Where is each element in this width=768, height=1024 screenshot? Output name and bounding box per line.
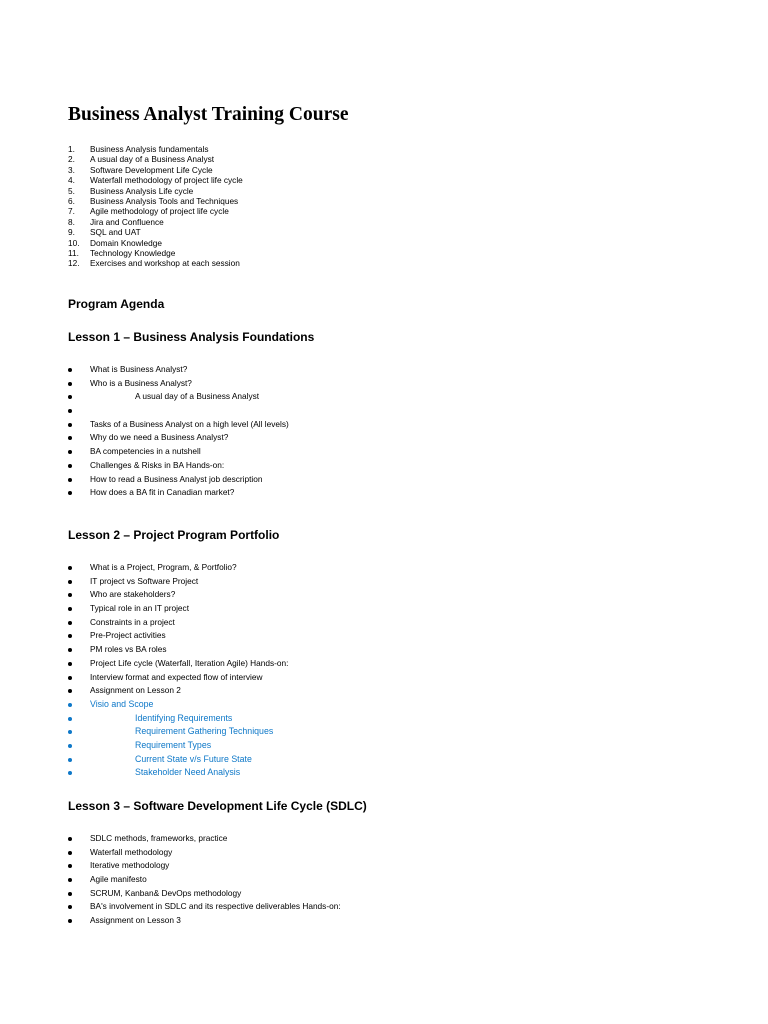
- item-text: Business Analysis fundamentals: [90, 144, 209, 154]
- bullet-icon: [68, 395, 72, 399]
- item-text: Jira and Confluence: [90, 216, 164, 227]
- item-text: PM roles vs BA roles: [90, 644, 167, 655]
- bullet-icon: [68, 892, 72, 896]
- item-number: 4.: [68, 175, 75, 186]
- item-text: Stakeholder Need Analysis: [135, 767, 241, 778]
- bullet-icon: [68, 662, 72, 666]
- item-text: Requirement Types: [135, 739, 212, 750]
- item-text: Assignment on Lesson 3: [90, 915, 181, 926]
- item-text: SCRUM, Kanban& DevOps methodology: [90, 887, 242, 898]
- item-number: 8.: [68, 216, 75, 227]
- item-text: What is a Project, Program, & Portfolio?: [90, 562, 237, 572]
- item-number: 3.: [68, 164, 75, 175]
- item-number: 9.: [68, 227, 75, 238]
- item-number: 1.: [68, 144, 75, 154]
- bullet-icon: [68, 566, 72, 570]
- item-text: Requirement Gathering Techniques: [135, 726, 274, 737]
- item-number: 5.: [68, 185, 75, 196]
- bullet-icon: [68, 744, 72, 748]
- item-text: Technology Knowledge: [90, 247, 176, 258]
- bullet-icon: [68, 717, 72, 721]
- bullet-icon: [68, 423, 72, 427]
- item-number: 7.: [68, 206, 75, 217]
- item-text: How to read a Business Analyst job description: [90, 473, 263, 484]
- document-title: Business Analyst Training Course: [68, 104, 349, 125]
- item-text: Identifying Requirements: [135, 712, 233, 723]
- item-text: IT project vs Software Project: [90, 575, 199, 586]
- item-text: BA competencies in a nutshell: [90, 446, 201, 457]
- item-text: Agile methodology of project life cycle: [90, 206, 229, 217]
- item-text: Tasks of a Business Analyst on a high level (All levels): [90, 418, 289, 429]
- item-text: How does a BA fit in Canadian market?: [90, 487, 235, 498]
- bullet-icon: [68, 464, 72, 468]
- bullet-icon: [68, 368, 72, 372]
- item-text: Exercises and workshop at each session: [90, 258, 240, 269]
- item-number: 6.: [68, 195, 75, 206]
- item-text: Agile manifesto: [90, 874, 147, 885]
- item-text: What is Business Analyst?: [90, 364, 188, 374]
- item-text: Business Analysis Life cycle: [90, 185, 194, 196]
- program-agenda-heading: Program Agenda: [68, 297, 165, 311]
- item-number: 12.: [68, 258, 80, 269]
- bullet-icon: [68, 634, 72, 638]
- item-text: A usual day of a Business Analyst: [135, 391, 260, 402]
- item-text: Who are stakeholders?: [90, 589, 176, 600]
- lesson-3-heading: Lesson 3 – Software Development Life Cycle (SDLC): [68, 799, 367, 813]
- bullet-icon: [68, 878, 72, 882]
- bullet-icon: [68, 382, 72, 386]
- item-text: SDLC methods, frameworks, practice: [90, 833, 228, 843]
- item-text: Who is a Business Analyst?: [90, 377, 192, 388]
- bullet-icon: [68, 478, 72, 482]
- item-text: A usual day of a Business Analyst: [90, 154, 215, 165]
- bullet-icon: [68, 758, 72, 762]
- item-text: Challenges & Risks in BA Hands-on:: [90, 459, 225, 470]
- lesson-2-heading: Lesson 2 – Project Program Portfolio: [68, 528, 280, 542]
- item-text: Waterfall methodology of project life cycle: [90, 175, 243, 186]
- item-text: Why do we need a Business Analyst?: [90, 432, 229, 443]
- item-text: Assignment on Lesson 2: [90, 685, 181, 696]
- item-text: Constraints in a project: [90, 616, 175, 627]
- item-text: Visio and Scope: [90, 698, 154, 709]
- bullet-icon: [68, 607, 72, 611]
- bullet-icon: [68, 837, 72, 841]
- bullet-icon: [68, 436, 72, 440]
- bullet-icon: [68, 771, 72, 775]
- bullet-icon: [68, 689, 72, 693]
- bullet-icon: [68, 580, 72, 584]
- item-number: 10.: [68, 237, 80, 248]
- lesson-1-heading: Lesson 1 – Business Analysis Foundations: [68, 330, 315, 344]
- item-number: 11.: [68, 247, 79, 258]
- bullet-icon: [68, 703, 72, 707]
- bullet-icon: [68, 648, 72, 652]
- item-text: Project Life cycle (Waterfall, Iteration Agile) Hands-on:: [90, 657, 289, 668]
- bullet-icon: [68, 905, 72, 909]
- item-text: Iterative methodology: [90, 860, 170, 871]
- item-text: Pre-Project activities: [90, 630, 166, 641]
- item-text: SQL and UAT: [90, 227, 141, 238]
- bullet-icon: [68, 919, 72, 923]
- bullet-icon: [68, 621, 72, 625]
- item-text: Domain Knowledge: [90, 237, 162, 248]
- bullet-icon: [68, 450, 72, 454]
- item-text: Waterfall methodology: [90, 846, 173, 857]
- bullet-icon: [68, 409, 72, 413]
- bullet-icon: [68, 593, 72, 597]
- item-text: BA's involvement in SDLC and its respective deliverables Hands-on:: [90, 901, 341, 912]
- item-text: Software Development Life Cycle: [90, 164, 213, 175]
- bullet-icon: [68, 864, 72, 868]
- item-text: Typical role in an IT project: [90, 603, 189, 614]
- bullet-icon: [68, 491, 72, 495]
- bullet-icon: [68, 730, 72, 734]
- item-text: Business Analysis Tools and Techniques: [90, 195, 239, 206]
- item-text: Interview format and expected flow of interview: [90, 671, 263, 682]
- item-number: 2.: [68, 154, 75, 165]
- item-text: Current State v/s Future State: [135, 753, 252, 764]
- bullet-icon: [68, 851, 72, 855]
- bullet-icon: [68, 676, 72, 680]
